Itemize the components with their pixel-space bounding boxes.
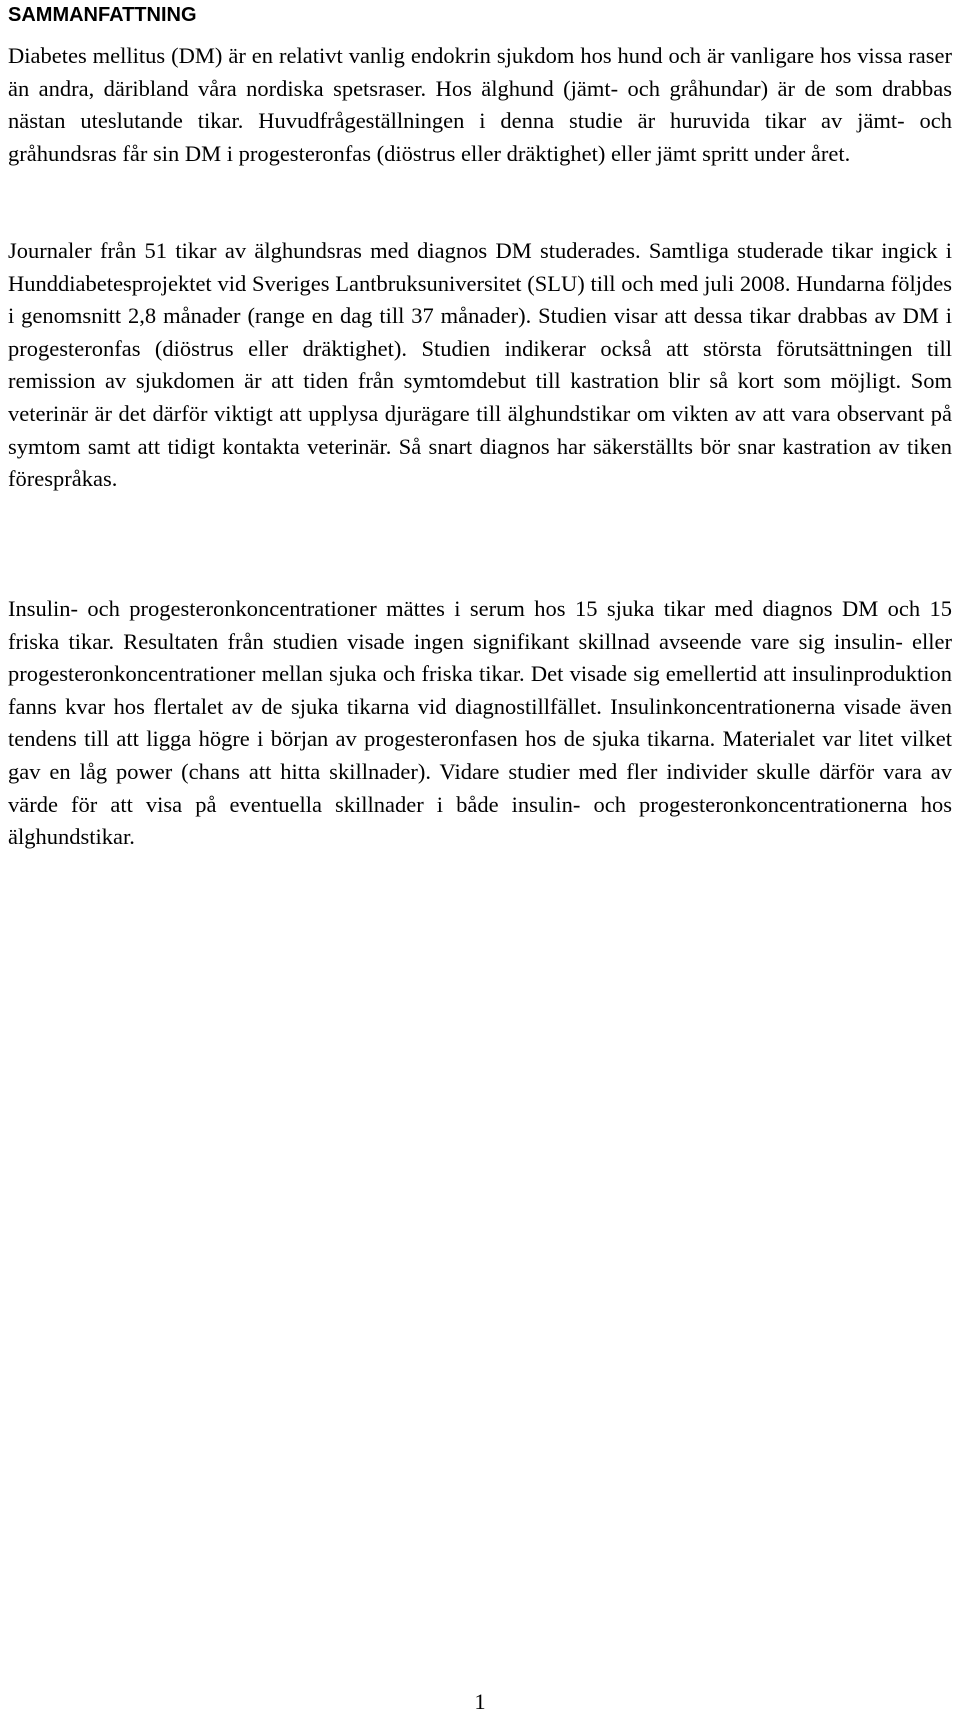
paragraph-intro: Diabetes mellitus (DM) är en relativt vanlig endokrin sjukdom hos hund och är vanligare hos vissa raser än andra, däribland våra nordiska spetsraser. Hos älghund (jämt- och gråhundar) är de som drabbas nästan uteslutande tikar. Huvudfrågeställningen i denna studie är huruvida tikar av jämt- och gråhundsras får sin DM i progesteronfas (diöstrus eller dräktighet) eller jämt spritt under året. (8, 43, 952, 166)
paragraph-hormone-study: Insulin- och progesteronkoncentrationer mättes i serum hos 15 sjuka tikar med diagnos DM och 15 friska tikar. Resultaten från studien visade ingen signifikant skillnad avseende vare sig insulin- eller progesteronkoncentrationer mellan sjuka och friska tikar. Det visade sig emellertid att insulinproduktion fanns kvar hos flertalet av de sjuka tikarna vid diagnostillfället. Insulinkoncentrationerna visade även tendens till att ligga högre i början av progesteronfasen hos de sjuka tikarna. Materialet var litet vilket gav en låg power (chans att hitta skillnader). Vidare studier med fler individer skulle därför vara av värde för att visa på eventuella skillnader i både insulin- och progesteronkoncentrationerna hos älghundstikar. (8, 596, 952, 850)
section-heading: SAMMANFATTNING (8, 4, 197, 26)
page-number: 1 (474, 1689, 486, 1714)
paragraph-journal-study: Journaler från 51 tikar av älghundsras med diagnos DM studerades. Samtliga studerade tikar ingick i Hunddiabetesprojektet vid Sveriges Lantbruksuniversitet (SLU) till och med juli 2008. Hundarna följdes i genomsnitt 2,8 månader (range en dag till 37 månader). Studien visar att dessa tikar drabbas av DM i progesteronfas (diöstrus eller dräktighet). Studien indikerar också att största förutsättningen till remission av sjukdomen är att tiden från symtomdebut till kastration blir så kort som möjligt. Som veterinär är det därför viktigt att upplysa djurägare till älghundstikar om vikten av att vara observant på symtom samt att tidigt kontakta veterinär. Så snart diagnos har säkerställts bör snar kastration av tiken förespråkas. (8, 238, 952, 492)
